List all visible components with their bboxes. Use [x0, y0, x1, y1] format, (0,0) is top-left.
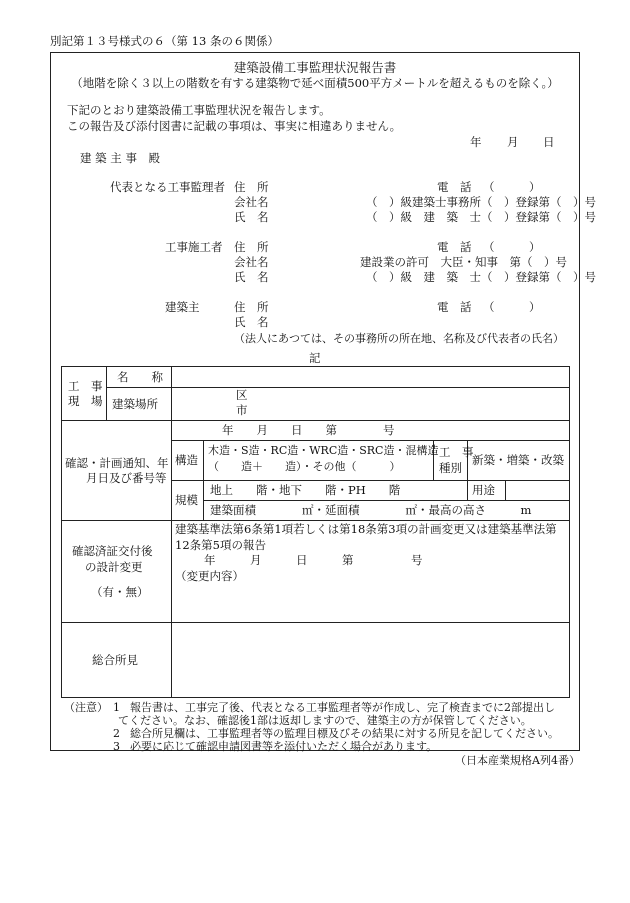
use-label: 用途 — [472, 483, 495, 497]
scale-areas: 建築面積 ㎡・延面積 ㎡・最高の高さ m — [210, 503, 532, 517]
contractor-name-label: 氏 名 — [234, 270, 269, 284]
rule — [61, 622, 570, 623]
supervisor-role: 代表となる工事監理者 — [110, 180, 225, 194]
paper-size-note: （日本産業規格A列4番） — [455, 754, 580, 767]
change-text-1: 建築基準法第6条第1項若しくは第18条第3項の計画変更又は建築基準法第 — [175, 522, 557, 536]
change-label-3: （有・無） — [91, 585, 149, 599]
structure-types: 木造・S造・RC造・WRC造・SRC造・混構造 — [208, 444, 439, 457]
rule — [171, 440, 570, 441]
date-year: 年 — [470, 135, 482, 149]
site-label-1: 工 事 — [68, 379, 103, 393]
confirm-date: 年 月 日 第 号 — [222, 423, 395, 437]
rule — [106, 387, 570, 388]
note-1-number: 1 — [113, 701, 120, 714]
supervisor-phone-parens: （ ） — [483, 180, 541, 194]
owner-name-label: 氏 名 — [234, 315, 269, 329]
supervisor-phone-label: 電 話 — [437, 180, 472, 194]
note-1-line-2: てください。なお、確認後1部は返却しますので、建築主の方が保管してください。 — [118, 714, 532, 727]
opinion-label: 総合所見 — [92, 653, 138, 667]
note-1-line-1: 報告書は、工事完了後、代表となる工事監理者等が作成し、完了検査までに2部提出し — [130, 701, 555, 714]
contractor-phone-label: 電 話 — [437, 240, 472, 254]
shi-label: 市 — [236, 403, 248, 417]
supervisor-architect-registration: （ ）級 建 築 士（ ）登録第（ ）号 — [366, 210, 596, 224]
change-content-label: （変更内容） — [175, 569, 244, 583]
rule — [171, 366, 172, 698]
rule — [171, 480, 570, 481]
intro-line-1: 下記のとおり建築設備工事監理状況を報告します。 — [67, 103, 331, 117]
owner-address-label: 住 所 — [234, 300, 269, 314]
supervisor-company-label: 会社名 — [234, 195, 269, 209]
structure-label: 構造 — [175, 453, 198, 467]
contractor-address-label: 住 所 — [234, 240, 269, 254]
date-day: 日 — [543, 135, 555, 149]
change-label-1: 確認済証交付後 — [72, 544, 153, 558]
rule — [203, 500, 570, 501]
page-subtitle: （地階を除く３以上の階数を有する建築物で延べ面積500平方メートルを超えるものを除く。） — [71, 76, 559, 90]
rule — [61, 520, 570, 521]
note-3-number: 3 — [113, 740, 120, 753]
contractor-company-label: 会社名 — [234, 255, 269, 269]
ku-label: 区 — [236, 388, 248, 402]
work-type-value: 新築・増築・改築 — [472, 453, 564, 467]
change-date: 年 月 日 第 号 — [204, 553, 423, 567]
change-text-2: 12条第5項の報告 — [175, 538, 266, 552]
rule — [505, 480, 506, 500]
scale-floors: 地上 階・地下 階・PH 階 — [210, 483, 401, 497]
supervisor-name-label: 氏 名 — [234, 210, 269, 224]
owner-phone-parens: （ ） — [483, 300, 541, 314]
owner-phone-label: 電 話 — [437, 300, 472, 314]
contractor-architect-registration: （ ）級 建 築 士（ ）登録第（ ）号 — [366, 270, 596, 284]
note-2-number: 2 — [113, 727, 120, 740]
work-type-label-2: 種別 — [439, 461, 462, 475]
form-number: 別記第１３号様式の６（第 13 条の６関係） — [50, 34, 279, 48]
owner-role: 建築主 — [165, 300, 200, 314]
supervisor-address-label: 住 所 — [234, 180, 269, 194]
change-label-2: の設計変更 — [85, 560, 143, 574]
date-month: 月 — [507, 135, 519, 149]
scale-label: 規模 — [175, 493, 198, 507]
note-2-text: 総合所見欄は、工事監理者等の監理目標及びその結果に対する所見を記してください。 — [130, 727, 559, 740]
confirm-label-1: 確認・計画通知、年 — [65, 456, 169, 470]
rule — [61, 420, 570, 421]
confirm-label-2: 月日及び番号等 — [86, 471, 167, 485]
page-title: 建築設備工事監理状況報告書 — [233, 60, 397, 75]
addressee: 建 築 主 事 殿 — [80, 151, 160, 165]
contractor-license: 建設業の許可 大臣・知事 第（ ）号 — [360, 255, 567, 269]
name-label: 名 称 — [117, 370, 163, 384]
site-label-2: 現 場 — [68, 394, 103, 408]
note-3-text: 必要に応じて確認申請図書等を添付いただく場合があります。 — [130, 740, 438, 753]
contractor-phone-parens: （ ） — [483, 240, 541, 254]
work-type-label-1: 工 事 — [439, 445, 474, 459]
ki-heading: 記 — [309, 351, 321, 365]
intro-line-2: この報告及び添付図書に記載の事項は、事実に相違ありません。 — [67, 119, 402, 133]
notes-prefix: （注意） — [64, 701, 108, 714]
location-label: 建築場所 — [112, 397, 158, 411]
owner-corporate-note: （法人にあつては、その事務所の所在地、名称及び代表者の氏名） — [234, 332, 564, 345]
rule — [203, 440, 204, 520]
contractor-role: 工事施工者 — [165, 240, 223, 254]
supervisor-office-registration: （ ）級建築士事務所（ ）登録第（ ）号 — [366, 195, 596, 209]
structure-other: （ 造＋ 造）・その他（ ） — [208, 460, 401, 473]
rule — [106, 366, 107, 420]
